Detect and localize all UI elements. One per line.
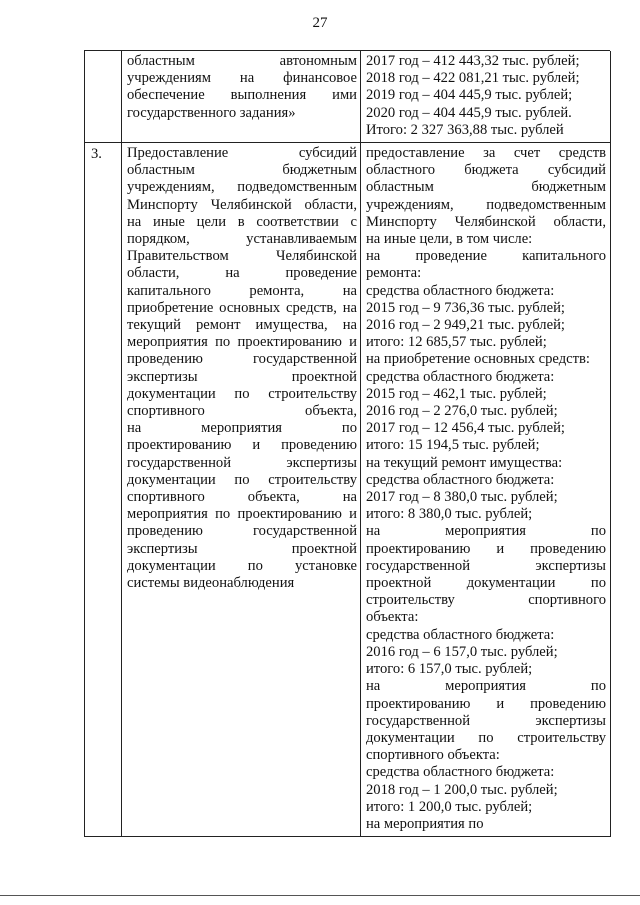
- text-line: на текущий ремонт имущества:: [366, 454, 563, 471]
- program-table: [84, 50, 610, 837]
- text-line: документации по строительству: [127, 471, 357, 488]
- text-line: 2016 год – 6 157,0 тыс. рублей;: [366, 643, 558, 660]
- text-line: на проведение капитального: [366, 248, 606, 265]
- text-line: объекта:: [366, 609, 419, 626]
- text-line: на иные цели в соответствии с: [127, 213, 357, 230]
- text-line: средства областного бюджета:: [366, 282, 555, 299]
- row-funding-cell: [361, 51, 611, 143]
- text-line: государственной экспертизы: [366, 557, 606, 574]
- text-line: проектированию и проведению: [127, 437, 357, 454]
- text-line: итого: 6 157,0 тыс. рублей;: [366, 661, 533, 678]
- text-line: на мероприятия по: [366, 815, 484, 832]
- text-line: 2017 год – 412 443,32 тыс. рублей;: [366, 53, 580, 69]
- text-line: Минспорту Челябинской области,: [366, 213, 606, 230]
- text-line: проектированию и проведению: [366, 540, 606, 557]
- text-line: спортивного объекта, на: [127, 489, 357, 506]
- text-line: областным бюджетным: [127, 162, 357, 179]
- text-line: государственного задания»: [127, 104, 296, 121]
- text-line: проведению государственной: [127, 351, 357, 368]
- text-line: областным бюджетным: [366, 179, 606, 196]
- text-line: Итого: 2 327 363,88 тыс. рублей: [366, 121, 564, 138]
- text-line: на мероприятия по: [127, 420, 357, 437]
- text-line: 2018 год – 1 200,0 тыс. рублей;: [366, 781, 558, 798]
- text-line: области, на проведение: [127, 265, 357, 282]
- text-line: на иные цели, в том числе:: [366, 231, 533, 248]
- text-line: средства областного бюджета:: [366, 764, 555, 781]
- text-line: 2017 год – 8 380,0 тыс. рублей;: [366, 489, 558, 506]
- text-line: 2017 год – 12 456,4 тыс. рублей;: [366, 420, 565, 437]
- text-line: проектированию и проведению: [366, 695, 606, 712]
- text-line: экспертизы проектной: [127, 540, 357, 557]
- row-description-cell: [122, 51, 361, 143]
- text-line: на мероприятия по: [366, 523, 606, 540]
- text-line: итого: 15 194,5 тыс. рублей;: [366, 437, 540, 454]
- text-line: экспертизы проектной: [127, 368, 357, 385]
- text-line: ремонта:: [366, 265, 422, 282]
- text-line: мероприятия по проектированию и: [127, 506, 357, 523]
- text-line: проектной документации по: [366, 575, 606, 592]
- text-line: итого: 1 200,0 тыс. рублей;: [366, 798, 533, 815]
- text-line: 2015 год – 9 736,36 тыс. рублей;: [366, 299, 565, 316]
- text-line: 2018 год – 422 081,21 тыс. рублей;: [366, 70, 580, 87]
- text-line: обеспечение выполнения ими: [127, 87, 357, 104]
- text-line: Правительством Челябинской: [127, 248, 357, 265]
- text-line: 2016 год – 2 276,0 тыс. рублей;: [366, 403, 558, 420]
- text-line: учреждениям на финансовое: [127, 70, 357, 87]
- text-line: 2015 год – 462,1 тыс. рублей;: [366, 385, 547, 402]
- text-line: 2020 год – 404 445,9 тыс. рублей.: [366, 104, 572, 121]
- text-line: Минспорту Челябинской области,: [127, 196, 357, 213]
- text-line: документации по установке: [127, 557, 357, 574]
- text-line: средства областного бюджета:: [366, 626, 555, 643]
- text-line: средства областного бюджета:: [366, 368, 555, 385]
- row-description-cell: [122, 143, 361, 837]
- text-line: текущий ремонт имущества, на: [127, 317, 357, 334]
- text-line: учреждениям, подведомственным: [366, 196, 606, 213]
- text-line: учреждениям, подведомственным: [127, 179, 357, 196]
- text-line: капитального ремонта, на: [127, 282, 357, 299]
- footer-divider: [0, 895, 640, 896]
- text-line: порядком, устанавливаемым: [127, 231, 357, 248]
- text-line: спортивного объекта:: [366, 747, 500, 764]
- text-line: 2016 год – 2 949,21 тыс. рублей;: [366, 317, 565, 334]
- text-line: документации по строительству: [127, 385, 357, 402]
- page-number: 27: [312, 15, 328, 31]
- text-line: государственной экспертизы: [366, 712, 606, 729]
- text-line: на мероприятия по: [366, 678, 606, 695]
- text-line: приобретение основных средств, на: [127, 299, 357, 316]
- text-line: предоставление за счет средств: [366, 145, 606, 161]
- text-line: строительству спортивного: [366, 592, 606, 609]
- text-line: спортивного объекта,: [127, 403, 357, 420]
- text-line: средства областного бюджета:: [366, 471, 555, 488]
- row-number-cell: [85, 51, 122, 143]
- text-line: на приобретение основных средств:: [366, 351, 590, 368]
- text-line: областного бюджета субсидий: [366, 162, 606, 179]
- text-line: мероприятия по проектированию и: [127, 334, 357, 351]
- text-line: документации по строительству: [366, 729, 606, 746]
- row-funding-cell: [361, 143, 611, 837]
- text-line: 2019 год – 404 445,9 тыс. рублей;: [366, 87, 573, 104]
- text-line: системы видеонаблюдения: [127, 575, 295, 592]
- text-line: Предоставление субсидий: [127, 145, 357, 161]
- row-number-cell: 3.: [85, 143, 122, 837]
- text-line: итого: 12 685,57 тыс. рублей;: [366, 334, 547, 351]
- text-line: государственной экспертизы: [127, 454, 357, 471]
- text-line: проведению государственной: [127, 523, 357, 540]
- text-line: итого: 8 380,0 тыс. рублей;: [366, 506, 533, 523]
- text-line: областным автономным: [127, 53, 357, 69]
